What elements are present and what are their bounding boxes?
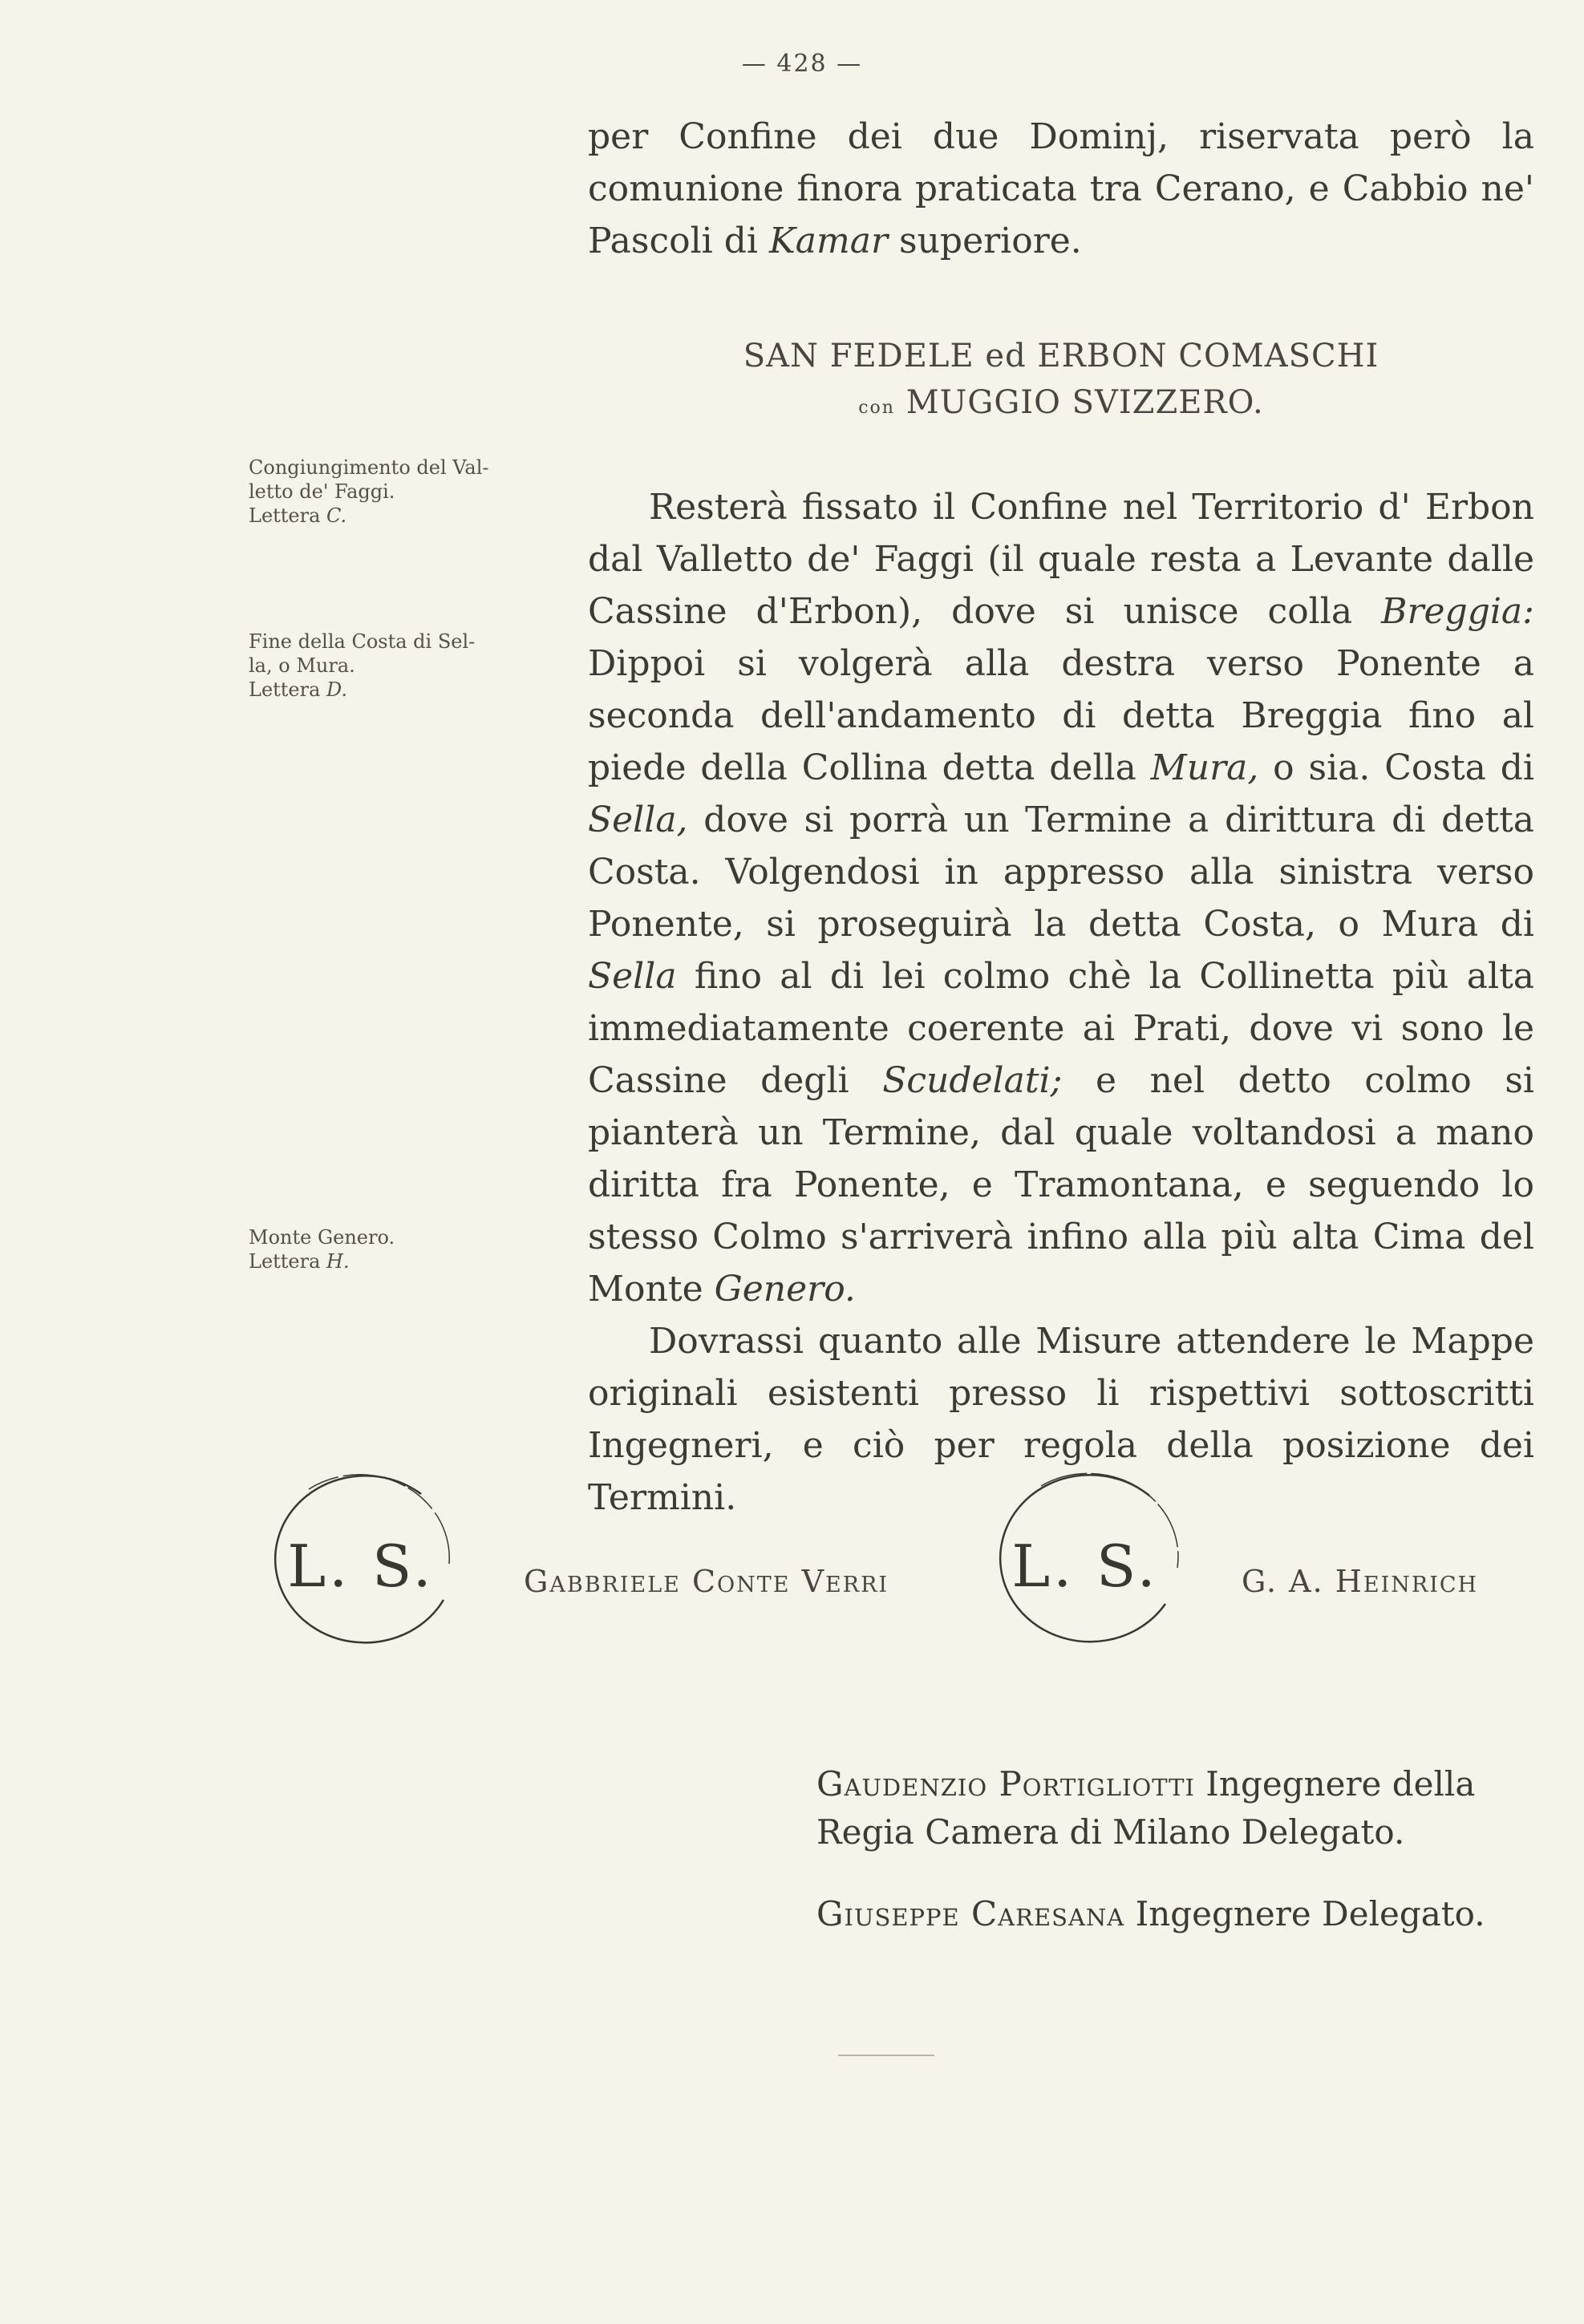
main-text [588, 481, 1534, 1524]
sidenote-label: Lettera [249, 1250, 327, 1273]
seal-left [261, 1472, 461, 1660]
sidenote-line: Congiungimento del Val- [249, 456, 489, 479]
heading-line-1: SAN FEDELE ed ERBON COMASCHI [743, 338, 1379, 375]
sidenote-letter: H. [326, 1250, 350, 1273]
intro-paragraph [588, 111, 1534, 267]
seal-right [985, 1472, 1185, 1660]
page-number: — 428 — [741, 50, 863, 78]
engineer-role: Ingegnere Delegato. [1124, 1894, 1485, 1933]
place-name: Genero. [714, 1269, 856, 1310]
sidenote-h [249, 1225, 513, 1273]
text-run: e nel detto colmo si pianterà un Termine, dal quale voltandosi a mano diritta fra Ponente, e Tramontana, e seguendo lo stesso Colmo s'arriverà infino alla più alta Cima del Monte [588, 1060, 1534, 1310]
sidenote-letter: C. [326, 504, 347, 527]
sidenote-label: Lettera [249, 678, 327, 701]
sidenote-letter-line [249, 504, 513, 528]
text-run: Dippoi si volgerà alla destra verso Ponente a seconda dell'andamento di detta Breggia fino al piede della Collina detta della [588, 643, 1534, 788]
closing-rule [838, 2055, 934, 2056]
sidenote-letter: D. [326, 678, 348, 701]
engineer-role: Ingegnere della Regia Camera di Milano Delegato. [816, 1764, 1476, 1852]
sidenote-label: Lettera [249, 504, 327, 527]
engineer-caresana [816, 1890, 1538, 1938]
paragraph-2: Dovrassi quanto alle Misure attendere le Mappe originali esistenti presso li rispettivi sottoscritti Ingegneri, e ciò per regola della posizione dei Termini. [588, 1321, 1534, 1518]
sidenote-c [249, 455, 513, 528]
intro-text: per Confine dei due Dominj, riservata però la comunione finora praticata tra Cerano, e Cabbio ne' Pascoli di [588, 116, 1534, 261]
sidenote-line: Fine della Costa di Sel- [249, 630, 476, 653]
sidenote-line: la, o Mura. [249, 654, 355, 677]
sidenote-d [249, 630, 513, 702]
signature-verri: Gabbriele Conte Verri [524, 1564, 889, 1599]
section-heading [588, 333, 1534, 431]
heading-line-2-text: MUGGIO SVIZZERO. [905, 384, 1264, 421]
heading-con: con [858, 398, 895, 418]
text-run: dove si porrà un Termine a dirittura di detta Costa. Volgendosi in appresso alla sinistra verso Ponente, si proseguirà la detta Costa, o Mura di [588, 800, 1534, 945]
place-name: Mura, [1150, 747, 1259, 788]
place-name: Sella [588, 956, 677, 997]
text-run: o sia. Costa di [1258, 747, 1534, 788]
paragraph-1 [588, 481, 1534, 1315]
intro-place: Kamar [768, 221, 889, 261]
engineer-portigliotti [816, 1760, 1538, 1856]
seal-text: L. S. [287, 1532, 435, 1600]
heading-line-2 [588, 379, 1534, 431]
place-name: Scudelati; [882, 1060, 1063, 1101]
place-name: Sella, [588, 800, 688, 840]
engineer-name: Giuseppe Caresana [816, 1894, 1125, 1933]
text-run: Resterà fissato il Confine nel Territorio d' Erbon dal Valletto de' Faggi (il quale resta a Levante dalle Cassine d'Erbon), dove si unisce colla [588, 487, 1534, 632]
sidenote-line: letto de' Faggi. [249, 480, 395, 503]
text-run: fino al di lei colmo chè la Collinetta più alta immediatamente coerente ai Prati, dove vi sono le Cassine degli [588, 956, 1534, 1101]
sidenote-letter-line [249, 678, 513, 702]
sidenote-line: Monte Genero. [249, 1226, 395, 1249]
signature-heinrich: G. A. Heinrich [1242, 1564, 1479, 1599]
sidenote-letter-line [249, 1249, 513, 1273]
place-name: Breggia: [1381, 591, 1534, 632]
engineer-name: Gaudenzio Portigliotti [816, 1764, 1195, 1804]
seal-text: L. S. [1011, 1532, 1159, 1600]
intro-text-end: superiore. [888, 221, 1082, 261]
